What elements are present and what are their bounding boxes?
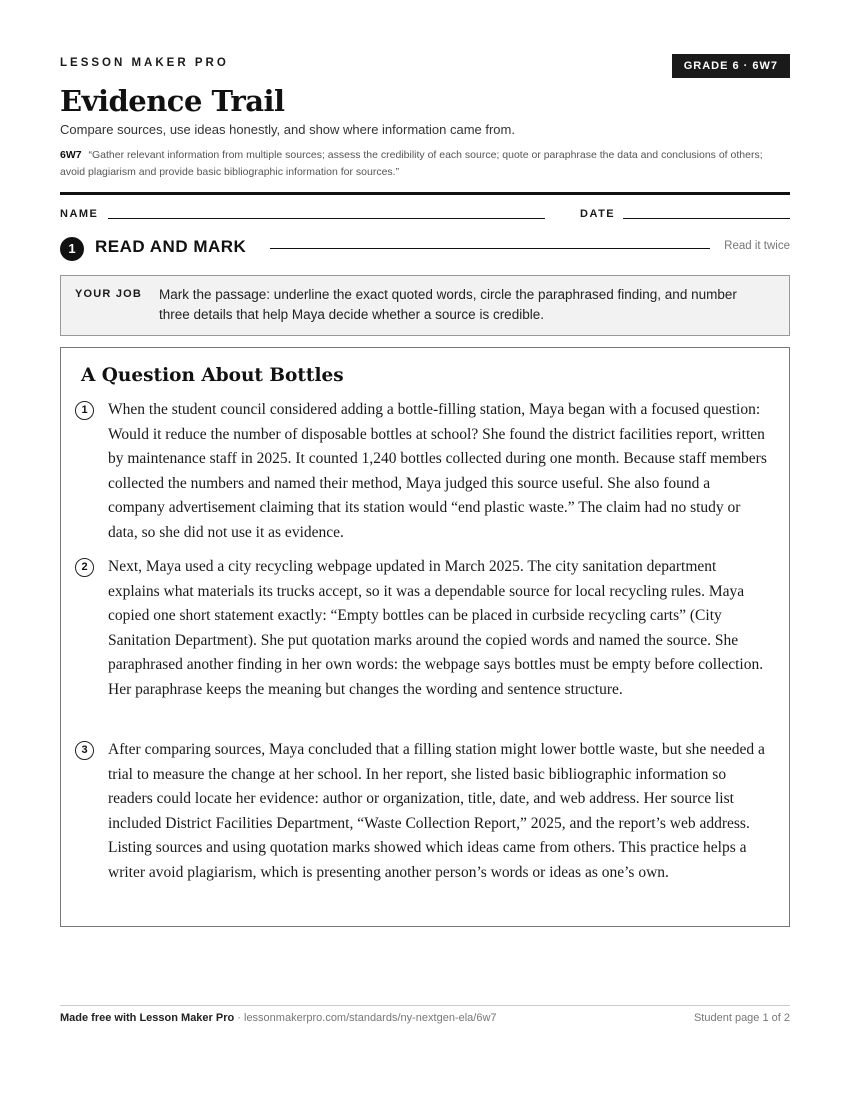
passage-paragraph-3: After comparing sources, Maya concluded that a filling station might lower bottle waste, but she needed a trial to measure the change at her school. In her report, she listed basic bibliographic information so readers could locate her evidence: author or organization, title, date, and web address. Her source list included District Facilities Department, “Waste Collection Report,” 2025, and the report’s web address. Listing sources and using quotation marks showed which ideas came from others. This practice helps a writer avoid plagiarism, which is presenting another person’s words or ideas as one’s own.	[108, 741, 765, 881]
grade-badge: GRADE 6 · 6W7	[672, 54, 790, 78]
your-job-label: YOUR JOB	[75, 288, 143, 300]
passage-paragraph-1: When the student council considered adding a bottle-filling station, Maya began with a focused question: Would it reduce the number of disposable bottles at school? She found the district facilities report, written by maintenance staff in 2025. It counted 1,240 bottles collected during one month. Because staff members collected the numbers and named their method, Maya judged this source useful. She also found a company advertisement claiming that its station would “end plastic waste.” The claim had no study or data, so she did not use it as evidence.	[108, 401, 767, 541]
name-label: NAME	[60, 208, 99, 220]
passage-title: A Question About Bottles	[81, 365, 344, 386]
your-job-instructions: Mark the passage: underline the exact quoted words, circle the paraphrased finding, and number three details that help Maya decide whether a source is credible.	[159, 287, 737, 322]
standard-code: 6W7	[60, 149, 82, 161]
brand-name: LESSON MAKER PRO	[60, 57, 229, 69]
date-field[interactable]	[623, 218, 790, 219]
passage-paragraph-2: Next, Maya used a city recycling webpage updated in March 2025. The city sanitation department explains what materials its trucks accept, so it was a dependable source for local recycling rules. Maya copied one short statement exactly: “Empty bottles can be placed in curbside recycling carts” (City Sanitation Department). She put quotation marks around the copied words and named the source. She paraphrased another finding in her own words: the webpage says bottles must be empty before collection. Her paraphrase keeps the meaning but changes the wording and sentence structure.	[108, 558, 764, 698]
worksheet-page	[60, 0, 790, 1100]
name-field[interactable]	[108, 218, 545, 219]
reading-passage	[60, 347, 790, 927]
section-number-badge: 1	[60, 237, 84, 261]
paragraph-number-3: 3	[75, 741, 94, 760]
section-title: READ AND MARK	[95, 237, 247, 256]
page-indicator: Student page 1 of 2	[693, 1012, 790, 1024]
footer-divider	[60, 1005, 790, 1006]
footer-separator: ·	[234, 1012, 244, 1024]
page-title: Evidence Trail	[60, 84, 285, 118]
date-label: DATE	[580, 208, 616, 220]
page-subtitle: Compare sources, use ideas honestly, and show where information came from.	[60, 122, 515, 137]
section-note: Read it twice	[724, 240, 790, 252]
header-divider	[60, 192, 790, 195]
paragraph-number-1: 1	[75, 401, 94, 420]
your-job-box	[60, 275, 790, 336]
paragraph-number-2: 2	[75, 558, 94, 577]
footer-made-with: Made free with Lesson Maker Pro	[60, 1012, 235, 1024]
section-divider	[270, 248, 710, 249]
standard-text: “Gather relevant information from multiple sources; assess the credibility of each source; quote or paraphrase the data and conclusions of others; avoid plagiarism and provide basic bibliographic information for sources.”	[60, 149, 763, 178]
footer-url[interactable]: lessonmakerpro.com/standards/ny-nextgen-ela/6w7	[244, 1012, 497, 1024]
standard-statement	[60, 147, 790, 181]
footer-credit	[60, 1012, 497, 1024]
